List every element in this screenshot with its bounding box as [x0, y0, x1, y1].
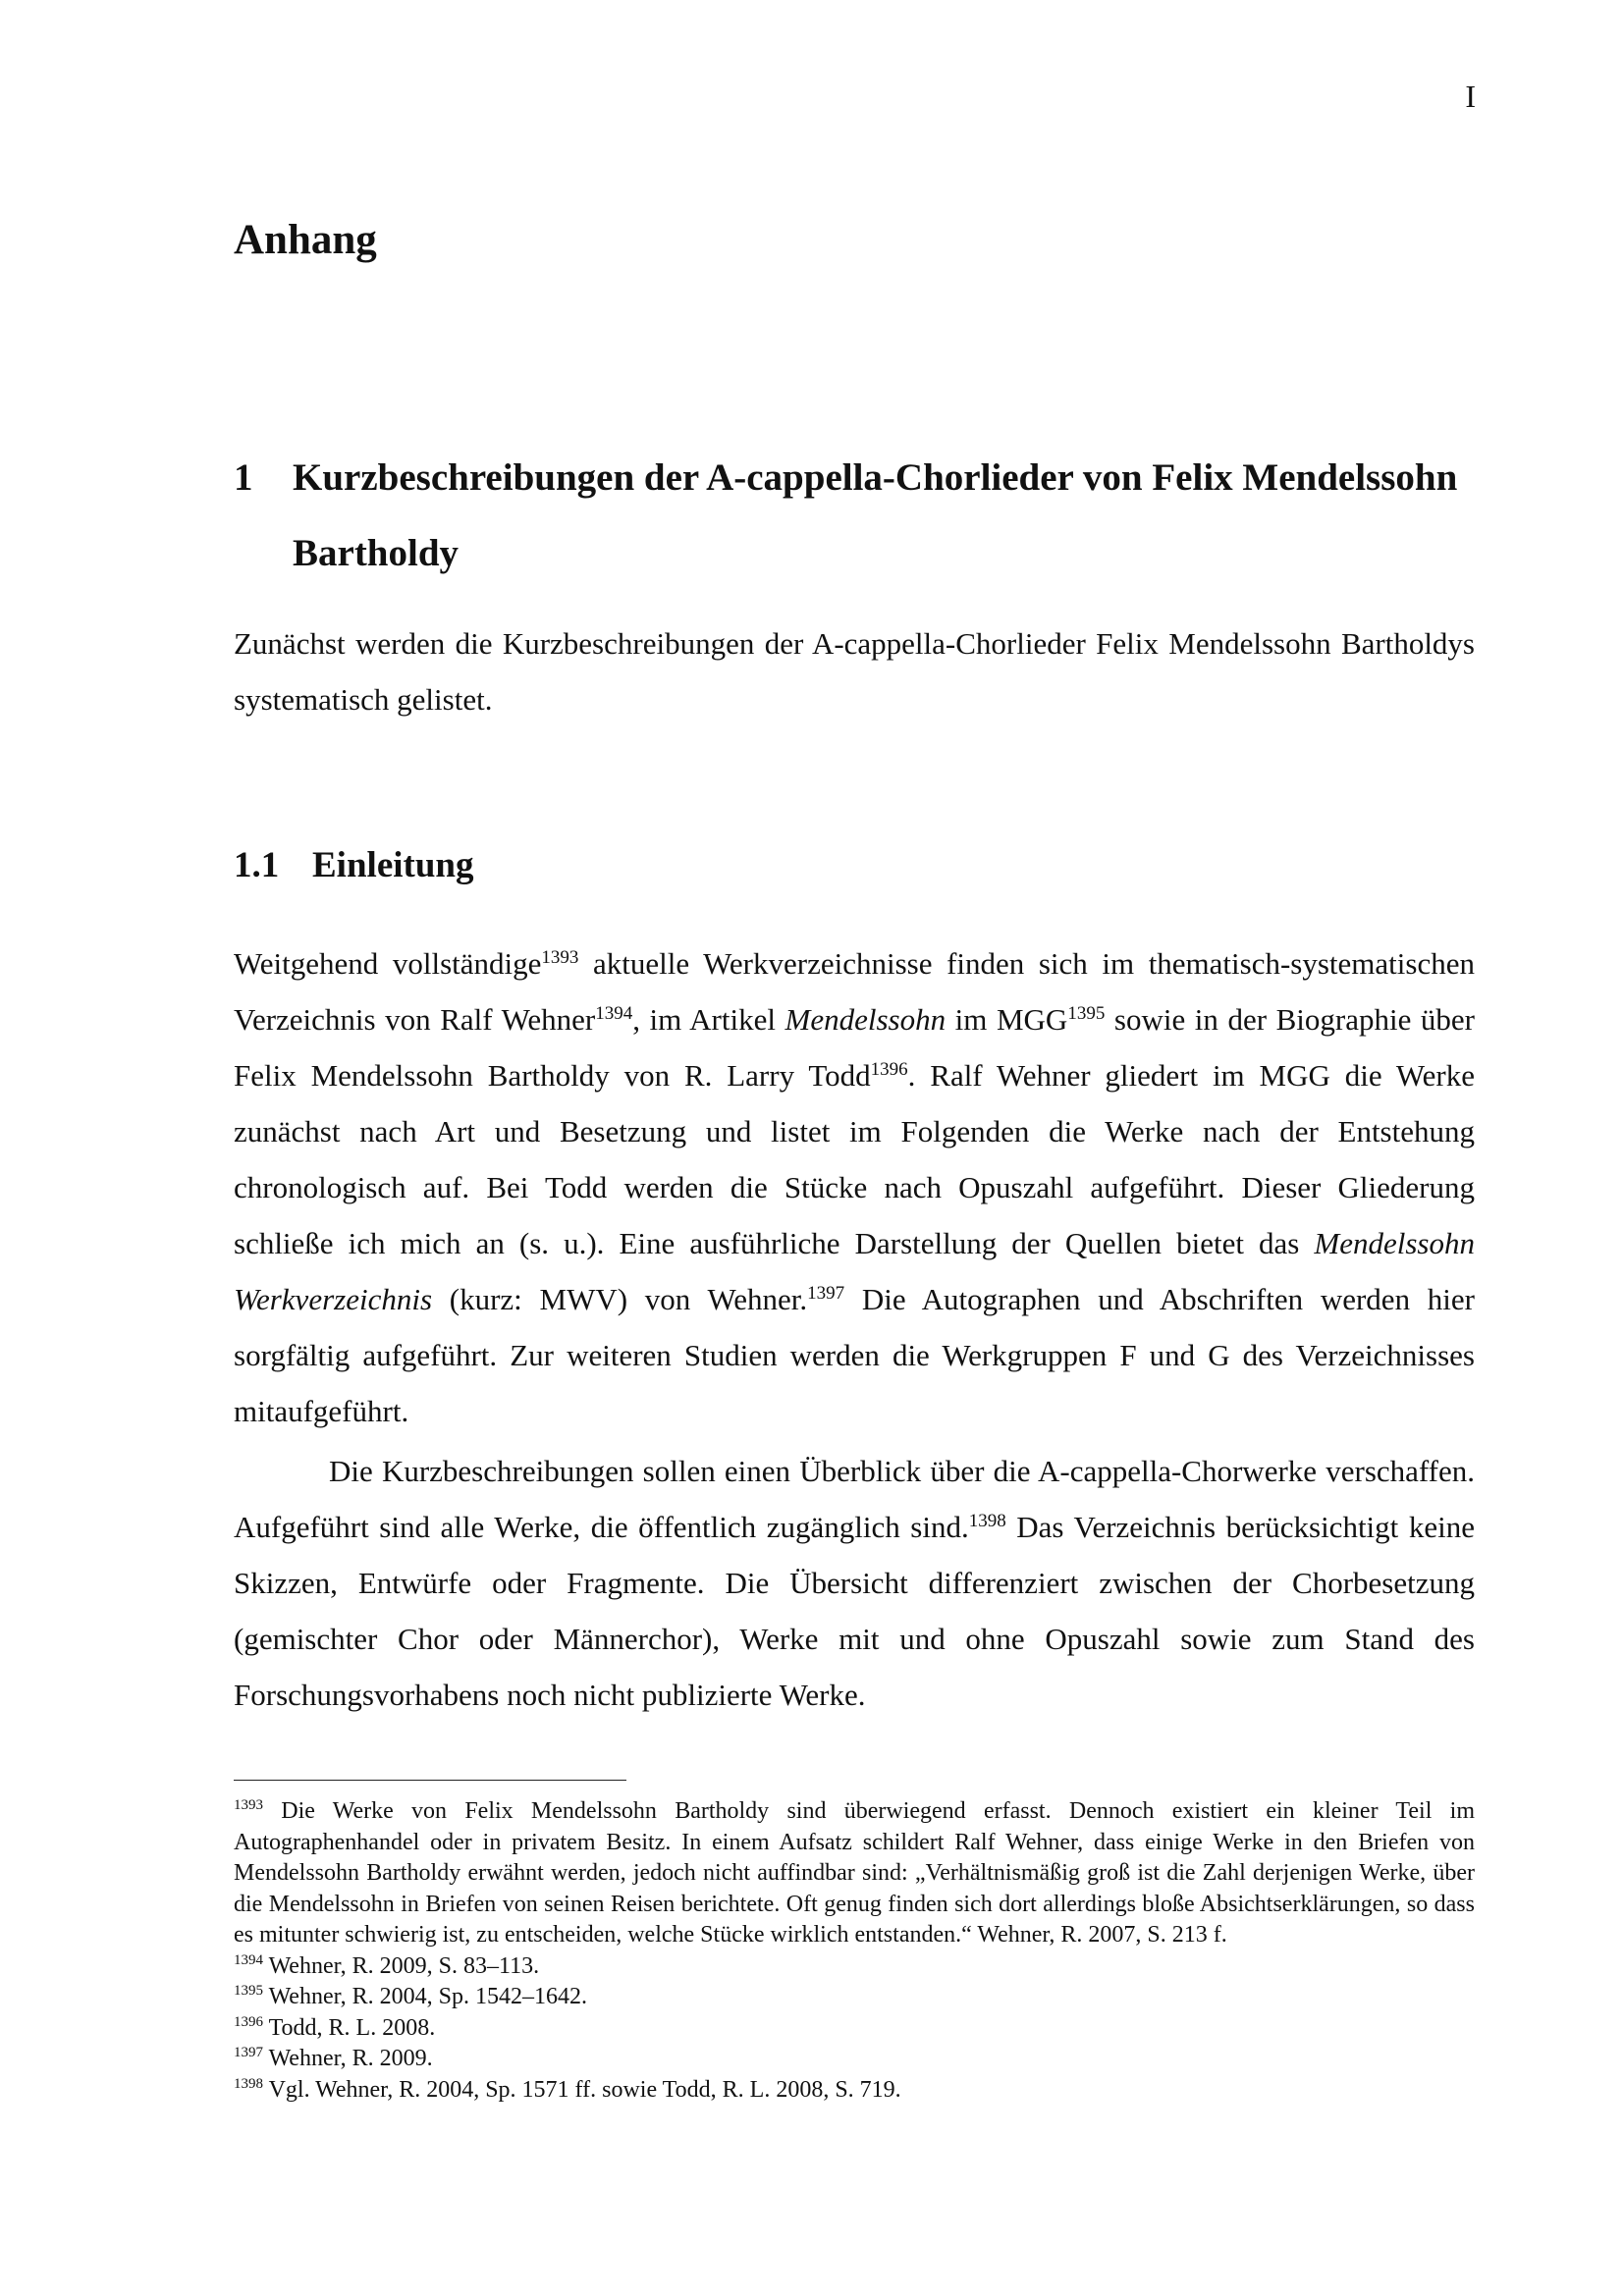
footnote-ref[interactable]: 1397 [807, 1283, 845, 1304]
italic-title: Mendelssohn [784, 1002, 947, 1037]
footnote-separator [234, 1780, 626, 1781]
footnote [234, 2044, 1475, 2075]
footnote [234, 2013, 1475, 2045]
footnote [234, 2075, 1475, 2107]
text-run: Weitgehend vollständige [234, 946, 542, 981]
chapter-title: Kurzbeschreibungen der A-cappella-Chorlieder von Felix Mendelssohn Bartholdy [293, 456, 1458, 574]
footnote-number: 1394 [234, 1951, 263, 1968]
text-run: (kurz: MWV) von Wehner. [432, 1282, 808, 1316]
footnote [234, 1951, 1475, 1983]
text-run: Die Kurzbeschreibungen sollen einen Überblick über die A-cappella-Chorwerke verschaffen. Aufgeführt sind alle Werke, die öffentlich zugänglich sind. [234, 1454, 1475, 1544]
footnote-text: Die Werke von Felix Mendelssohn Bartholdy sind überwiegend erfasst. Dennoch existiert ein kleiner Teil im Autographenhandel oder in privatem Besitz. In einem Aufsatz schildert Ralf Wehner, dass einige Werke in den Briefen von Mendelssohn Bartholdy erwähnt werden, jedoch nicht auffindbar sind: „Verhältnismäßig groß ist die Zahl derjenigen Werke, über die Mendelssohn in Briefen von seinen Reisen berichtete. Oft genug finden sich dort allerdings bloße Absichtserklärungen, so dass es mitunter schwierig ist, zu entscheiden, welche Stücke wirklich entstanden.“ Wehner, R. 2007, S. 213 f. [234, 1798, 1475, 1948]
footnote-text: Wehner, R. 2009, S. 83–113. [263, 1952, 540, 1979]
body-paragraph-1 [234, 935, 1475, 1439]
section-heading [234, 844, 474, 886]
chapter-number: 1 [234, 456, 253, 499]
text-run: Das Verzeichnis berücksichtigt keine Skizzen, Entwürfe oder Fragmente. Die Übersicht differenziert zwischen der Chorbesetzung (gemischter Chor oder Männerchor), Werke mit und ohne Opuszahl sowie zum Stand des Forschungsvorhabens noch nicht publizierte Werke. [234, 1510, 1475, 1712]
chapter-heading [234, 440, 1481, 591]
section-title: Einleitung [312, 845, 474, 885]
intro-paragraph: Zunächst werden die Kurzbeschreibungen der A-cappella-Chorlieder Felix Mendelssohn Bartholdys systematisch gelistet. [234, 626, 1475, 717]
footnote-number: 1398 [234, 2075, 263, 2092]
footnote-text: Todd, R. L. 2008. [263, 2014, 436, 2041]
appendix-heading: Anhang [234, 217, 377, 263]
footnote [234, 1796, 1475, 1951]
footnote-ref[interactable]: 1398 [968, 1511, 1006, 1531]
text-run: sowie in der Biographie über Felix Mendelssohn Bartholdy von R. Larry Todd [234, 1002, 1475, 1093]
footnote-text: Wehner, R. 2009. [263, 2046, 433, 2071]
footnote-text: Wehner, R. 2004, Sp. 1542–1642. [263, 1984, 587, 2009]
footnote-number: 1395 [234, 1983, 263, 1999]
footnote-text: Vgl. Wehner, R. 2004, Sp. 1571 ff. sowie Todd, R. L. 2008, S. 719. [263, 2076, 901, 2103]
footnote-ref[interactable]: 1393 [541, 947, 579, 968]
text-run: aktuelle Werkverzeichnisse finden sich im thematisch-systematischen Verzeichnis von Ralf Wehner [234, 946, 1475, 1037]
text-run: im MGG [946, 1002, 1068, 1037]
text-run: . Ralf Wehner gliedert im MGG die Werke zunächst nach Art und Besetzung und listet im Folgenden die Werke nach der Entstehung chronologisch auf. Bei Todd werden die Stücke nach Opuszahl aufgeführt. Dieser Gliederung schließe ich mich an (s. u.). Eine ausführliche Darstellung der Quellen bietet das [234, 1058, 1476, 1260]
footnote-ref[interactable]: 1396 [870, 1059, 908, 1080]
footnote-number: 1396 [234, 2013, 263, 2030]
footnote-ref[interactable]: 1395 [1067, 1003, 1106, 1024]
footnote-ref[interactable]: 1394 [595, 1003, 633, 1024]
page-number: I [1465, 79, 1476, 114]
footnote-number: 1393 [234, 1797, 263, 1813]
text-run: , im Artikel [632, 1002, 785, 1037]
footnote [234, 1982, 1475, 2013]
footnote-number: 1397 [234, 2045, 263, 2060]
italic-title: Mendelssohn Werkverzeichnis [234, 1226, 1475, 1316]
body-paragraph-2 [234, 1443, 1475, 1723]
section-number: 1.1 [234, 845, 280, 885]
footnotes [234, 1796, 1475, 2106]
text-run: Die Autographen und Abschriften werden hier sorgfältig aufgeführt. Zur weiteren Studien werden die Werkgruppen F und G des Verzeichnisses mitaufgeführt. [234, 1282, 1475, 1428]
